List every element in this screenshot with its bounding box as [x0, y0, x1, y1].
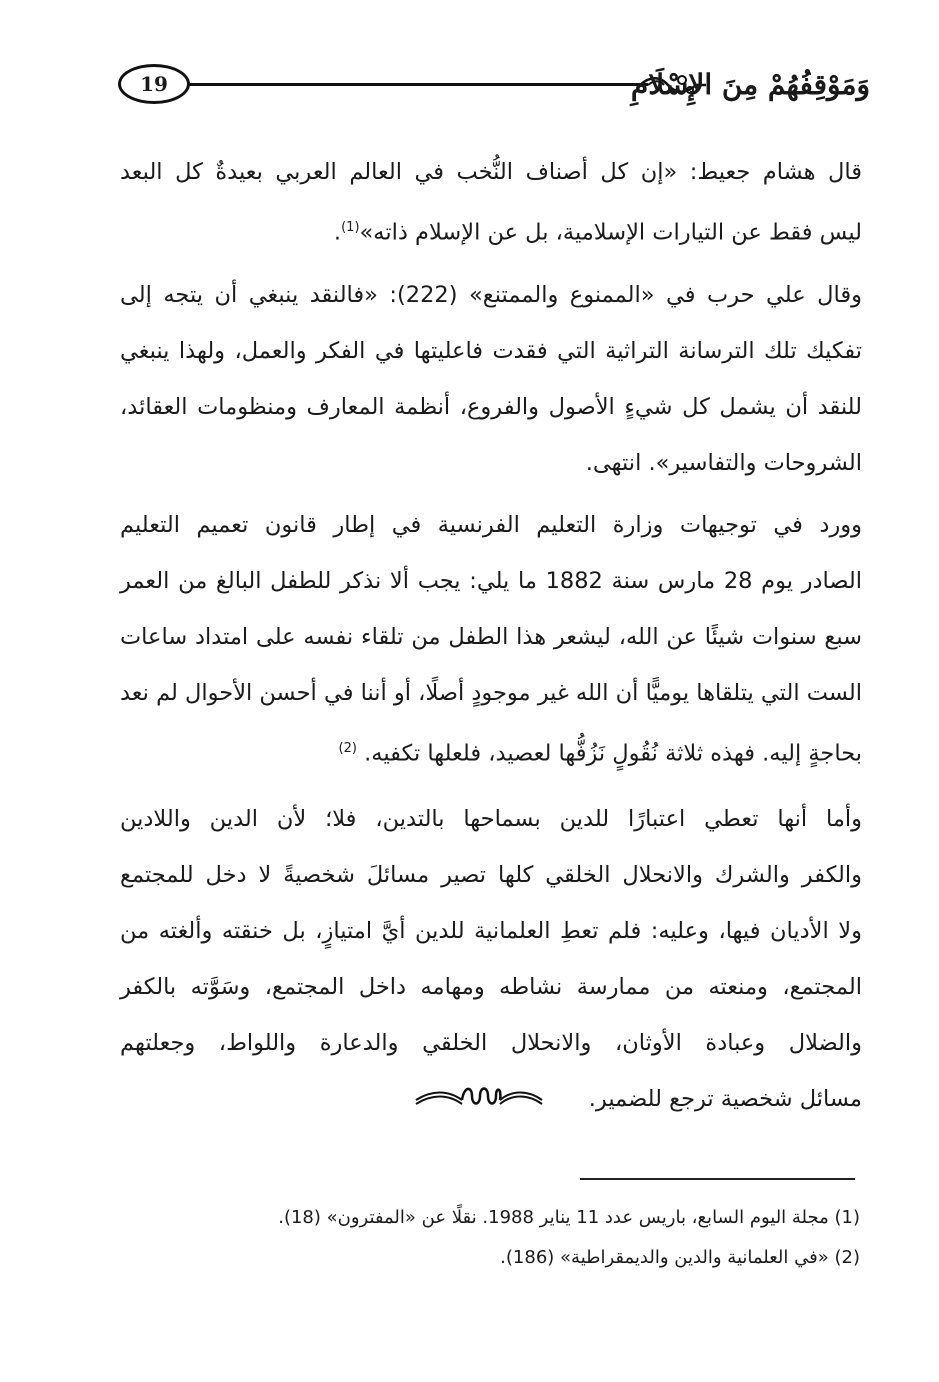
text-segment: بحاجةٍ إليه. فهذه ثلاثة نُقُولٍ نَزُفُّها لعصيد، فلعلها تكفيه. [364, 740, 862, 766]
text-line: ليس فقط عن التيارات الإسلامية، بل عن الإسلام ذاته»$^{(1)}$. [333, 219, 862, 246]
footnote: (2) «في العلمانية والدين والديمقراطية» (186). [500, 1247, 860, 1268]
text-line: الصادر يوم 28 مارس سنة 1882 ما يلي: يجب ألا نذكر للطفل البالغ من العمر [120, 567, 863, 594]
paragraph [120, 267, 862, 491]
text-line: وقال علي حرب في «الممنوع والممتنع» (222): «فالنقد ينبغي أن يتجه إلى [120, 281, 862, 308]
page-number: 19 [140, 72, 168, 96]
text-line: للنقد أن يشمل كل شيءٍ الأصول والفروع، أنظمة المعارف ومنظومات العقائد، [120, 393, 862, 420]
paragraph [120, 791, 862, 1127]
text-line: وأما أنها تعطي اعتبارًا للدين بسماحها بالتدين، فلا؛ لأن الدين واللادين [120, 806, 862, 832]
text-line: وورد في توجيهات وزارة التعليم الفرنسية في إطار قانون تعميم التعليم [120, 511, 862, 538]
text-line: مسائل شخصية ترجع للضمير. [588, 1086, 862, 1112]
page-header [118, 62, 870, 108]
text-line: الست التي يتلقاها يوميًّا أن الله غير موجودٍ أصلًا، أو أننا في أحسن الأحوال لم نعد [120, 679, 862, 706]
footnote: (1) مجلة اليوم السابع، باريس عدد 11 يناير 1988. نقلًا عن «المفترون» (18). [278, 1207, 860, 1228]
text-line: ولا الأديان فيها، وعليه: فلم تعطِ العلمانية للدين أيَّ امتيازٍ، بل خنقته وألغته من [120, 918, 862, 944]
paragraph [120, 497, 862, 782]
main-text [120, 144, 862, 1127]
text-line: تفكيك تلك الترسانة التراثية التي فقدت فاعليتها في الفكر والعمل، ولهذا ينبغي [120, 337, 862, 364]
text-line: والكفر والشرك والانحلال الخلقي كلها تصير مسائلَ شخصيةً لا دخل للمجتمع [120, 862, 862, 888]
section-end-ornament-icon [412, 1080, 546, 1114]
paragraph [120, 144, 862, 261]
text-line: والضلال وعبادة الأوثان، والانحلال الخلقي والدعارة واللواط، وجعلتهم [120, 1030, 862, 1056]
text-line: سبع سنوات شيئًا عن الله، ليشعر هذا الطفل من تلقاء نفسه على امتداد ساعات [120, 623, 862, 650]
text-line: المجتمع، ومنعته من ممارسة نشاطه ومهامه داخل المجتمع، وسَوَّته بالكفر [120, 974, 862, 1000]
footnotes [278, 1198, 860, 1278]
header-rule [188, 83, 648, 86]
footnote-ref: (1) [341, 220, 360, 235]
footnote-separator [580, 1178, 855, 1180]
text-segment: ليس فقط عن التيارات الإسلامية، بل عن الإسلام ذاته» [359, 219, 862, 246]
page-number-badge [118, 64, 190, 104]
footnote-ref: (2) [338, 740, 357, 756]
text-line: الشروحات والتفاسير». انتهى. [585, 449, 862, 476]
text-line [120, 721, 862, 782]
running-title: وَمَوْقِفُهُمْ مِنَ الإِسْلَامِ [630, 68, 870, 101]
text-line: قال هشام جعيط: «إن كل أصناف النُّخب في العالم العربي بعيدةٌ كل البعد [120, 159, 862, 185]
